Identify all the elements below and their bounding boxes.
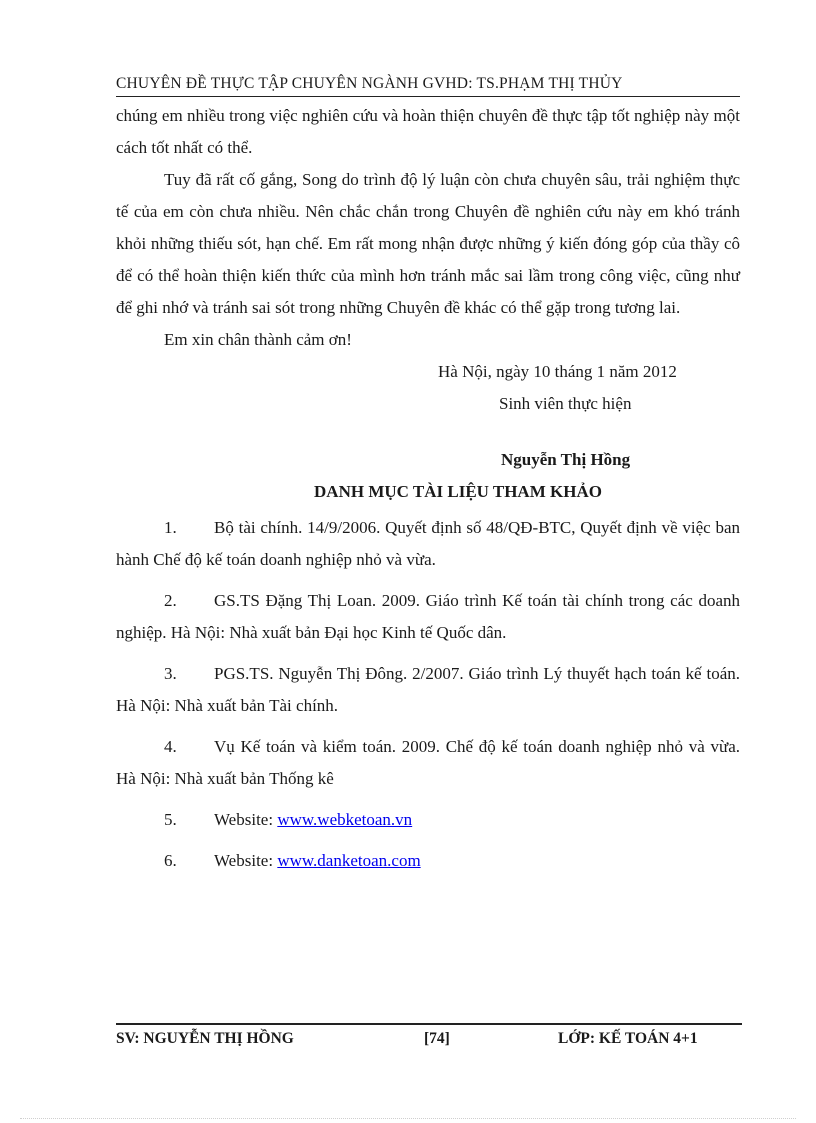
website-link-danketoan[interactable]: www.danketoan.com <box>277 851 421 870</box>
page-number: [74] <box>424 1030 450 1047</box>
reference-item <box>116 731 740 795</box>
reference-number: 5. <box>164 810 177 829</box>
reference-prefix: Website: <box>214 810 278 829</box>
reference-text: GS.TS Đặng Thị Loan. 2009. Giáo trình Kế toán tài chính trong các doanh nghiệp. Hà Nội: Nhà xuất bản Đại học Kinh tế Quốc dân. <box>116 591 740 642</box>
footer-student: SV: NGUYỄN THỊ HỒNG <box>116 1030 294 1047</box>
reference-item <box>116 512 740 576</box>
reference-item <box>116 845 740 877</box>
reference-number: 1. <box>164 518 177 537</box>
thanks-line: Em xin chân thành cảm ơn! <box>164 330 352 349</box>
website-link-webketoan[interactable]: www.webketoan.vn <box>277 810 413 829</box>
date-place: Hà Nội, ngày 10 tháng 1 năm 2012 <box>438 362 677 381</box>
page-content <box>116 100 740 886</box>
reference-item <box>116 658 740 722</box>
reference-prefix: Website: <box>214 851 278 870</box>
page-header: CHUYÊN ĐỀ THỰC TẬP CHUYÊN NGÀNH GVHD: TS.PHẠM THỊ THỦY <box>116 74 740 97</box>
signer-title: Sinh viên thực hiện <box>499 394 632 413</box>
footer-divider <box>116 1023 742 1025</box>
reference-item <box>116 804 740 836</box>
references-list <box>116 512 740 877</box>
reference-text: Bộ tài chính. 14/9/2006. Quyết định số 48/QĐ-BTC, Quyết định về việc ban hành Chế độ kế toán doanh nghiệp nhỏ và vừa. <box>116 518 740 569</box>
reference-number: 4. <box>164 737 177 756</box>
footer-class: LỚP: KẾ TOÁN 4+1 <box>558 1030 698 1047</box>
reference-text: PGS.TS. Nguyễn Thị Đông. 2/2007. Giáo trình Lý thuyết hạch toán kế toán. Hà Nội: Nhà xuất bản Tài chính. <box>116 664 740 715</box>
reference-number: 2. <box>164 591 177 610</box>
paragraph-apology: Tuy đã rất cố gắng, Song do trình độ lý luận còn chưa chuyên sâu, trải nghiệm thực tế của em còn chưa nhiều. Nên chắc chắn trong Chuyên đề nghiên cứu này em khó tránh khỏi những thiếu sót, hạn chế. Em rất mong nhận được những ý kiến đóng góp của thầy cô để có thể hoàn thiện kiến thức của mình hơn tránh mắc sai lầm trong công việc, cũng như để ghi nhớ và tránh sai sót trong những Chuyên đề khác có thể gặp trong tương lai. <box>116 170 740 317</box>
page-edge-divider <box>20 1118 796 1119</box>
reference-number: 3. <box>164 664 177 683</box>
reference-item <box>116 585 740 649</box>
paragraph-continuation: chúng em nhiều trong việc nghiên cứu và hoàn thiện chuyên đề thực tập tốt nghiệp này một cách tốt nhất có thể. <box>116 106 740 157</box>
signer-name: Nguyễn Thị Hồng <box>501 450 631 469</box>
references-title: DANH MỤC TÀI LIỆU THAM KHẢO <box>314 482 602 501</box>
reference-text: Vụ Kế toán và kiểm toán. 2009. Chế độ kế toán doanh nghiệp nhỏ và vừa. Hà Nội: Nhà xuất bản Thống kê <box>116 737 740 788</box>
reference-number: 6. <box>164 851 177 870</box>
